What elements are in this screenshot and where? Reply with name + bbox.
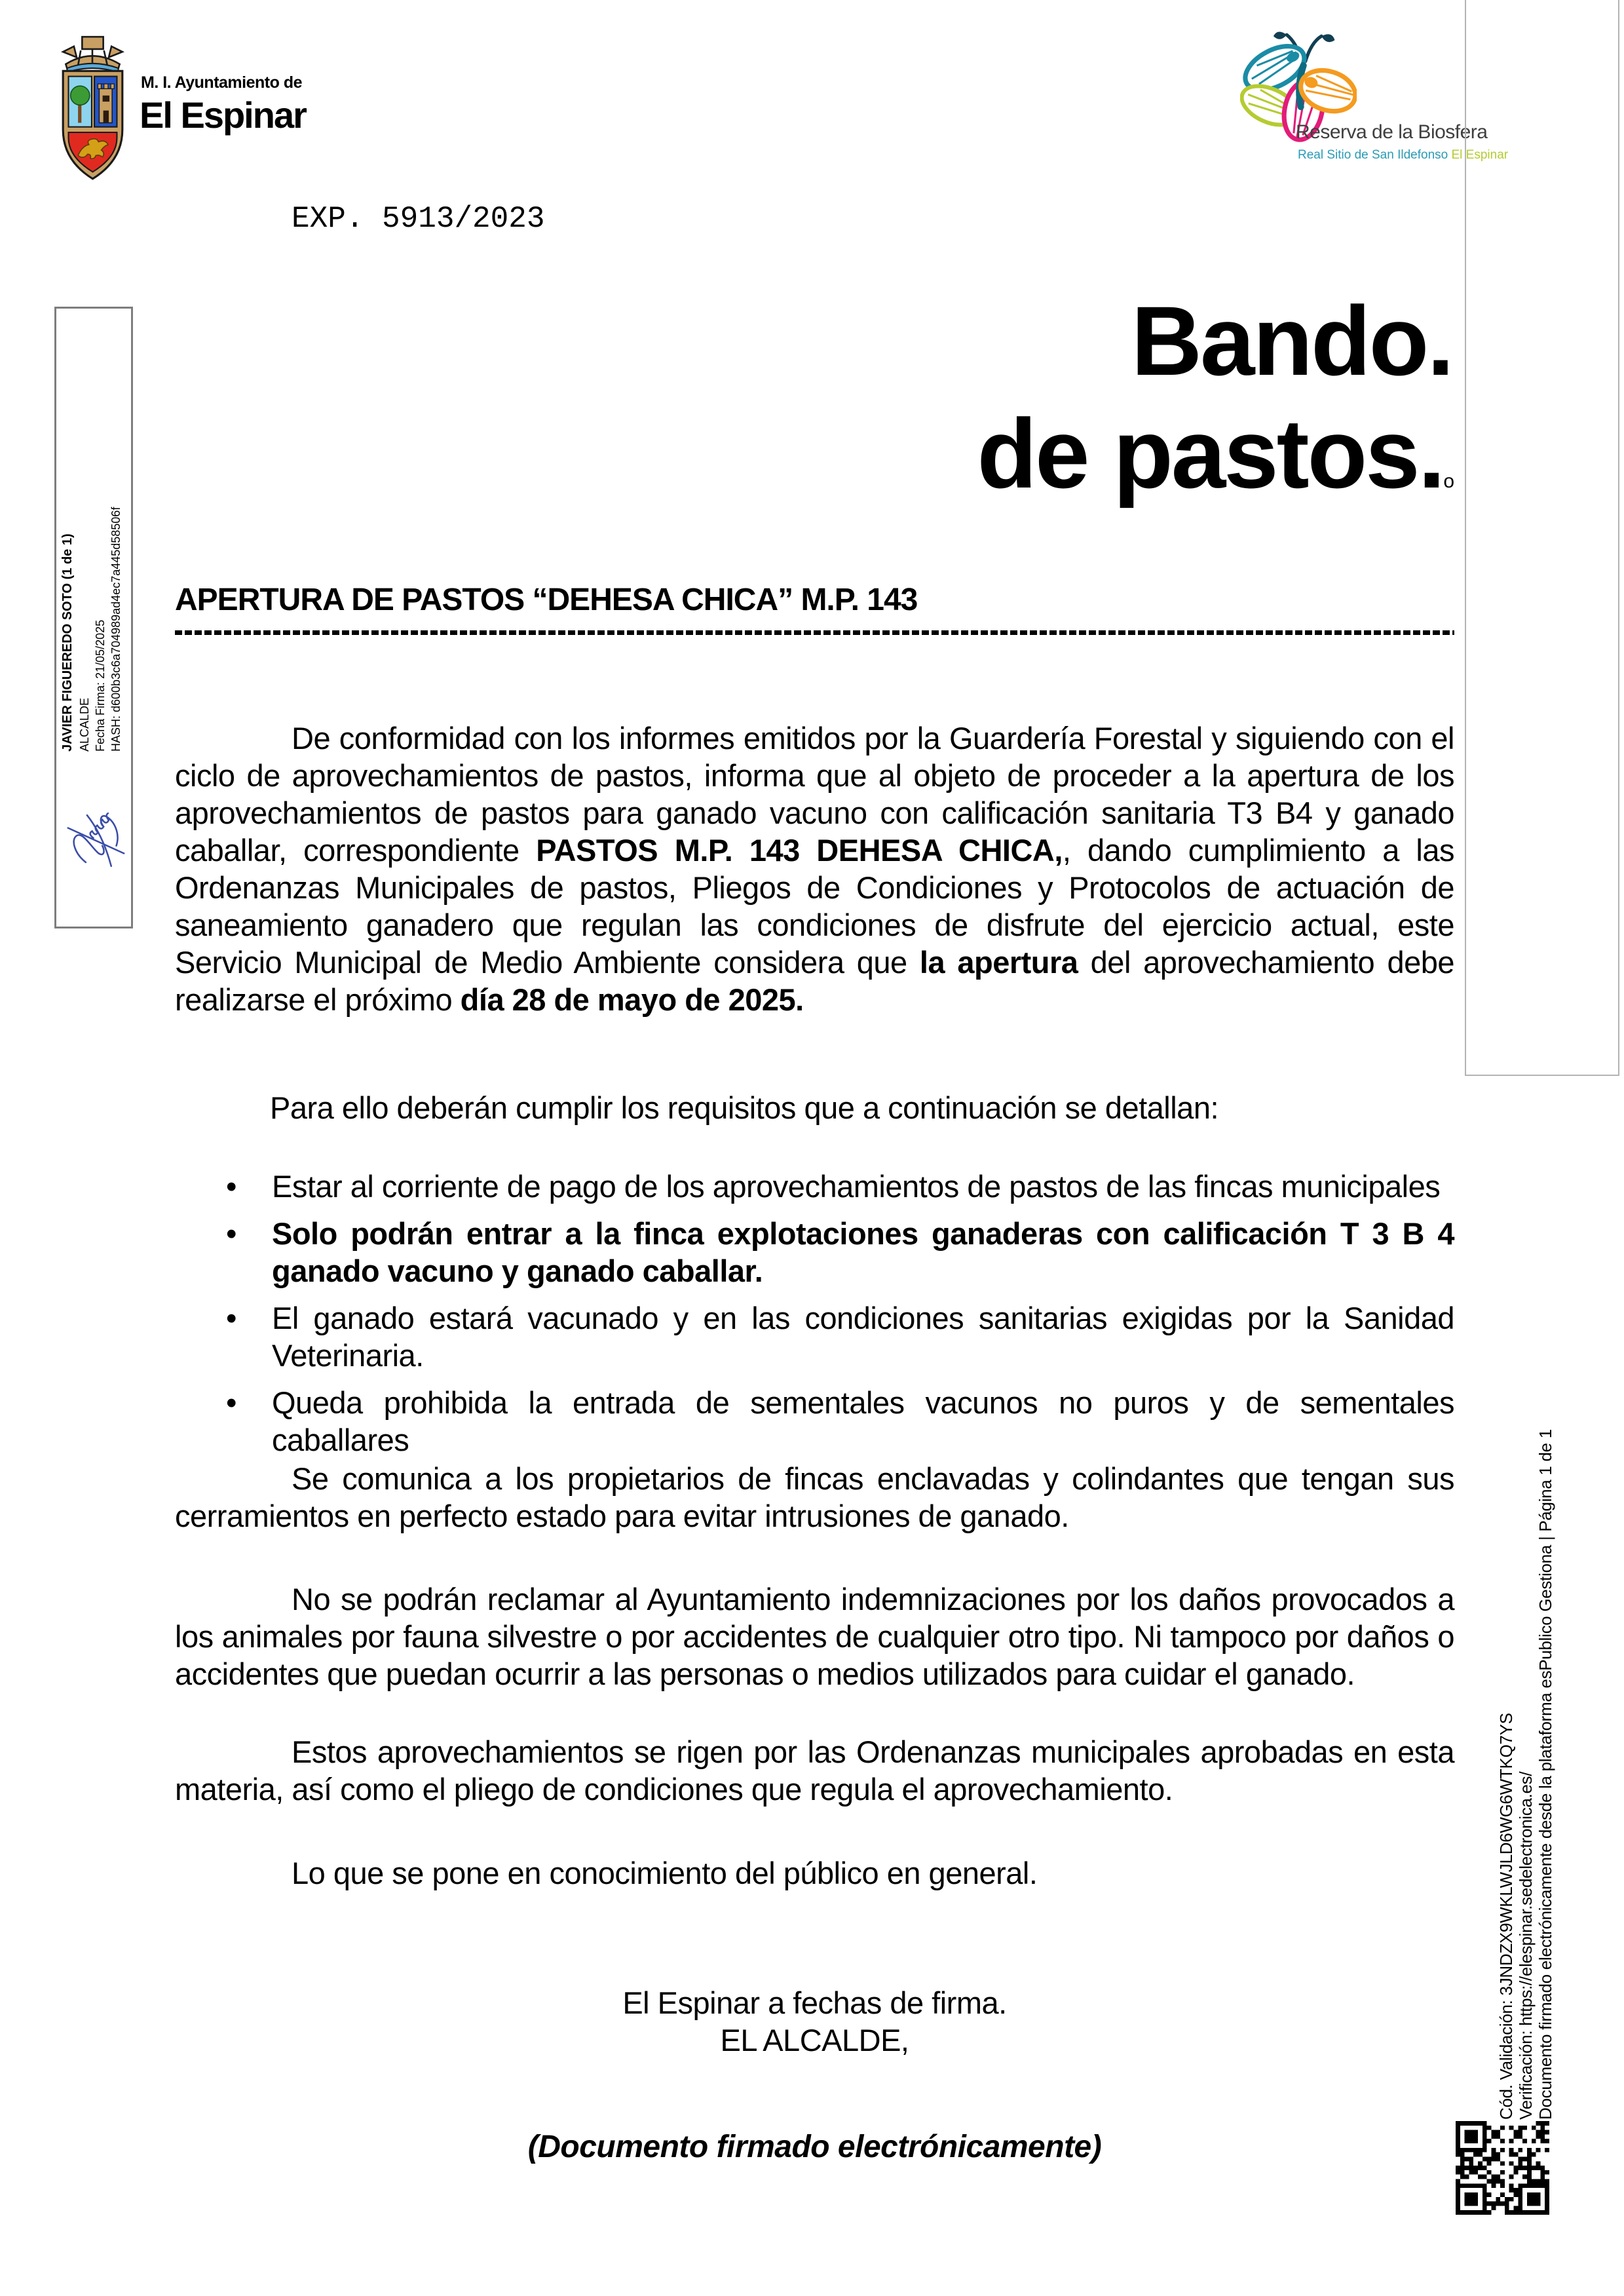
- signature-scribble-icon: [62, 807, 128, 872]
- paragraph-indemnizaciones: No se podrán reclamar al Ayuntamiento indemnizaciones por los daños provocados a los animales por fauna silvestre o por accidentes de cualquier otro tipo. Ni tampoco por daños o accidentes que puedan ocurrir a las personas o medios utilizados para cuidar el ganado.: [175, 1582, 1454, 1691]
- closing-role-line: EL ALCALDE,: [720, 2023, 909, 2057]
- paragraph-ordenanzas: Estos aprovechamientos se rigen por las Ordenanzas municipales aprobadas en esta materia, así como el pliego de condiciones que regula el aprovechamiento.: [175, 1734, 1454, 1807]
- dashed-divider: [175, 630, 1454, 635]
- verification-url: Verificación: https://elespinar.sedelectronica.es/: [1516, 1771, 1536, 2120]
- paragraph-intro: De conformidad con los informes emitidos por la Guardería Forestal y siguiendo con el ciclo de aprovechamientos de pastos, informa que al objeto de proceder a la apertura de los aprovechamientos de pastos para ganado vacuno con calificación sanitaria T3 B4 y ganado caballar, correspondiente PASTOS M.P. 143 DEHESA CHICA,, dando cumplimiento a las Ordenanzas Municipales de pastos, Pliegos de Condiciones y Protocolos de actuación de saneamiento ganadero que regulan las condiciones de disfrute del ejercicio actual, este Servicio Municipal de Medio Ambiente considera que la apertura del aprovechamiento debe realizarse el próximo día 28 de mayo de 2025.: [175, 721, 1454, 1017]
- electronic-signature-note: (Documento firmado electrónicamente): [527, 2130, 1102, 2164]
- requirements-list: [272, 1168, 1454, 1459]
- validation-margin-text: [1496, 1363, 1557, 2120]
- signature-date: Fecha Firma: 21/05/2025: [94, 619, 107, 752]
- signature-hash: HASH: d600b3c6a704989ad4ec7a445d58506f: [109, 507, 123, 752]
- section-heading: APERTURA DE PASTOS “DEHESA CHICA” M.P. 143: [175, 583, 918, 617]
- bullet-item-sementales: • Queda prohibida la entrada de sementales vacunos no puros y de sementales caballares: [272, 1384, 1454, 1459]
- signature-metadata: [59, 507, 124, 752]
- right-margin-frame: [1465, 0, 1619, 1076]
- paragraph-conocimiento: Lo que se pone en conocimiento del público en general.: [292, 1856, 1038, 1890]
- biosfera-subtitle-site: Real Sitio de San Ildefonso: [1298, 148, 1448, 162]
- closing-place-line: El Espinar a fechas de firma.: [622, 1985, 1007, 2020]
- document-title-line1: Bando.: [1131, 286, 1452, 396]
- municipality-name-prefix: M. I. Ayuntamiento de: [141, 73, 302, 92]
- bullet-item-calificacion: • Solo podrán entrar a la finca explotaciones ganaderas con calificación T 3 B 4 ganado vacuno y ganado caballar.: [272, 1215, 1454, 1290]
- title-end-mark: o: [1443, 470, 1452, 492]
- expediente-number: EXP. 5913/2023: [292, 202, 545, 236]
- municipality-name: El Espinar: [140, 94, 306, 136]
- municipality-logo: [52, 34, 133, 185]
- signature-stamp-box: [54, 307, 133, 928]
- bullet-item-pago: • Estar al corriente de pago de los aprovechamientos de pastos de las fincas municipales: [272, 1168, 1454, 1205]
- qr-code-icon: [1456, 2121, 1549, 2215]
- biosfera-title: Reserva de la Biosfera: [1296, 121, 1488, 143]
- platform-note: Documento firmado electrónicamente desde la plataforma esPublico Gestiona | Página 1 de 1: [1536, 1429, 1555, 2120]
- document-title-line2: de pastos.o: [977, 398, 1452, 508]
- coat-of-arms-icon: [52, 34, 133, 182]
- bullet-item-vacunado: • El ganado estará vacunado y en las condiciones sanitarias exigidas por la Sanidad Veterinaria.: [272, 1299, 1454, 1374]
- signer-role: ALCALDE: [78, 697, 91, 752]
- signer-name: JAVIER FIGUEREDO SOTO (1 de 1): [60, 533, 75, 752]
- paragraph-requisitos-intro: Para ello deberán cumplir los requisitos que a continuación se detallan:: [270, 1090, 1219, 1125]
- paragraph-cerramientos: Se comunica a los propietarios de fincas enclavadas y colindantes que tengan sus cerramientos en perfecto estado para evitar intrusiones de ganado.: [175, 1461, 1454, 1533]
- validation-code: Cód. Validación: 3JNDZX9WKLWJLD6WG6WTKQ7YS: [1496, 1713, 1516, 2120]
- biosfera-subtitle-town: El Espinar: [1451, 148, 1509, 162]
